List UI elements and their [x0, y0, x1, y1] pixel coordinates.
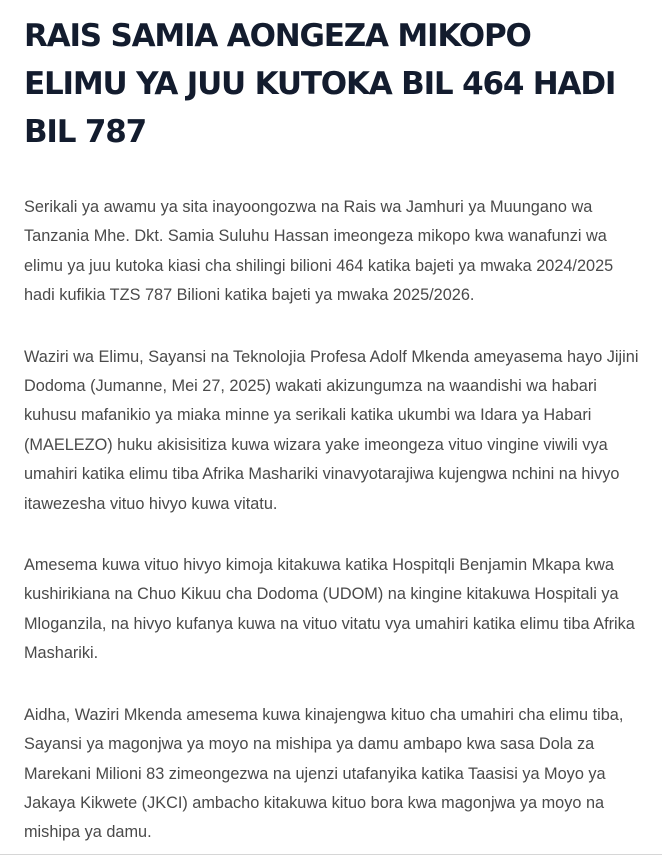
article-paragraph: Amesema kuwa vituo hivyo kimoja kitakuwa katika Hospitqli Benjamin Mkapa kwa kushirikiana na Chuo Kikuu cha Dodoma (UDOM) na kingine kitakuwa Hospitali ya Mloganzila, na hivyo kufanya kuwa na vituo vitatu vya umahiri katika elimu tiba Afrika Mashariki. — [24, 556, 635, 663]
article-paragraph: Serikali ya awamu ya sita inayoongozwa na Rais wa Jamhuri ya Muungano wa Tanzania Mhe. Dkt. Samia Suluhu Hassan imeongeza mikopo kwa wanafunzi wa elimu ya juu kutoka kiasi cha shilingi bilioni 464 katika bajeti ya mwaka 2024/2025 hadi kufikia TZS 787 Bilioni katika bajeti ya mwaka 2025/2026. — [24, 198, 614, 305]
article-body — [24, 193, 642, 848]
article-paragraph: Aidha, Waziri Mkenda amesema kuwa kinajengwa kituo cha umahiri cha elimu tiba, Sayansi ya magonjwa ya moyo na mishipa ya damu ambapo kwa sasa Dola za Marekani Milioni 83 zimeongezwa na ujenzi utafanyika katika Taasisi ya Moyo ya Jakaya Kikwete (JKCI) ambacho kitakuwa kituo bora kwa magonjwa ya moyo na mishipa ya damu. — [24, 705, 624, 842]
article — [24, 12, 642, 848]
article-paragraph: Waziri wa Elimu, Sayansi na Teknolojia Profesa Adolf Mkenda ameyasema hayo Jijini Dodoma (Jumanne, Mei 27, 2025) wakati akizungumza na waandishi wa habari kuhusu mafanikio ya miaka minne ya serikali katika ukumbi wa Idara ya Habari (MAELEZO) huku akisisitiza kuwa wizara yake imeongeza vituo vingine viwili vya umahiri katika elimu tiba Afrika Mashariki vinavyotarajiwa kujengwa nchini na hivyo itawezesha vituo hivyo kuwa vitatu. — [24, 347, 639, 513]
article-headline: RAIS SAMIA AONGEZA MIKOPO ELIMU YA JUU KUTOKA BIL 464 HADI BIL 787 — [24, 18, 616, 150]
